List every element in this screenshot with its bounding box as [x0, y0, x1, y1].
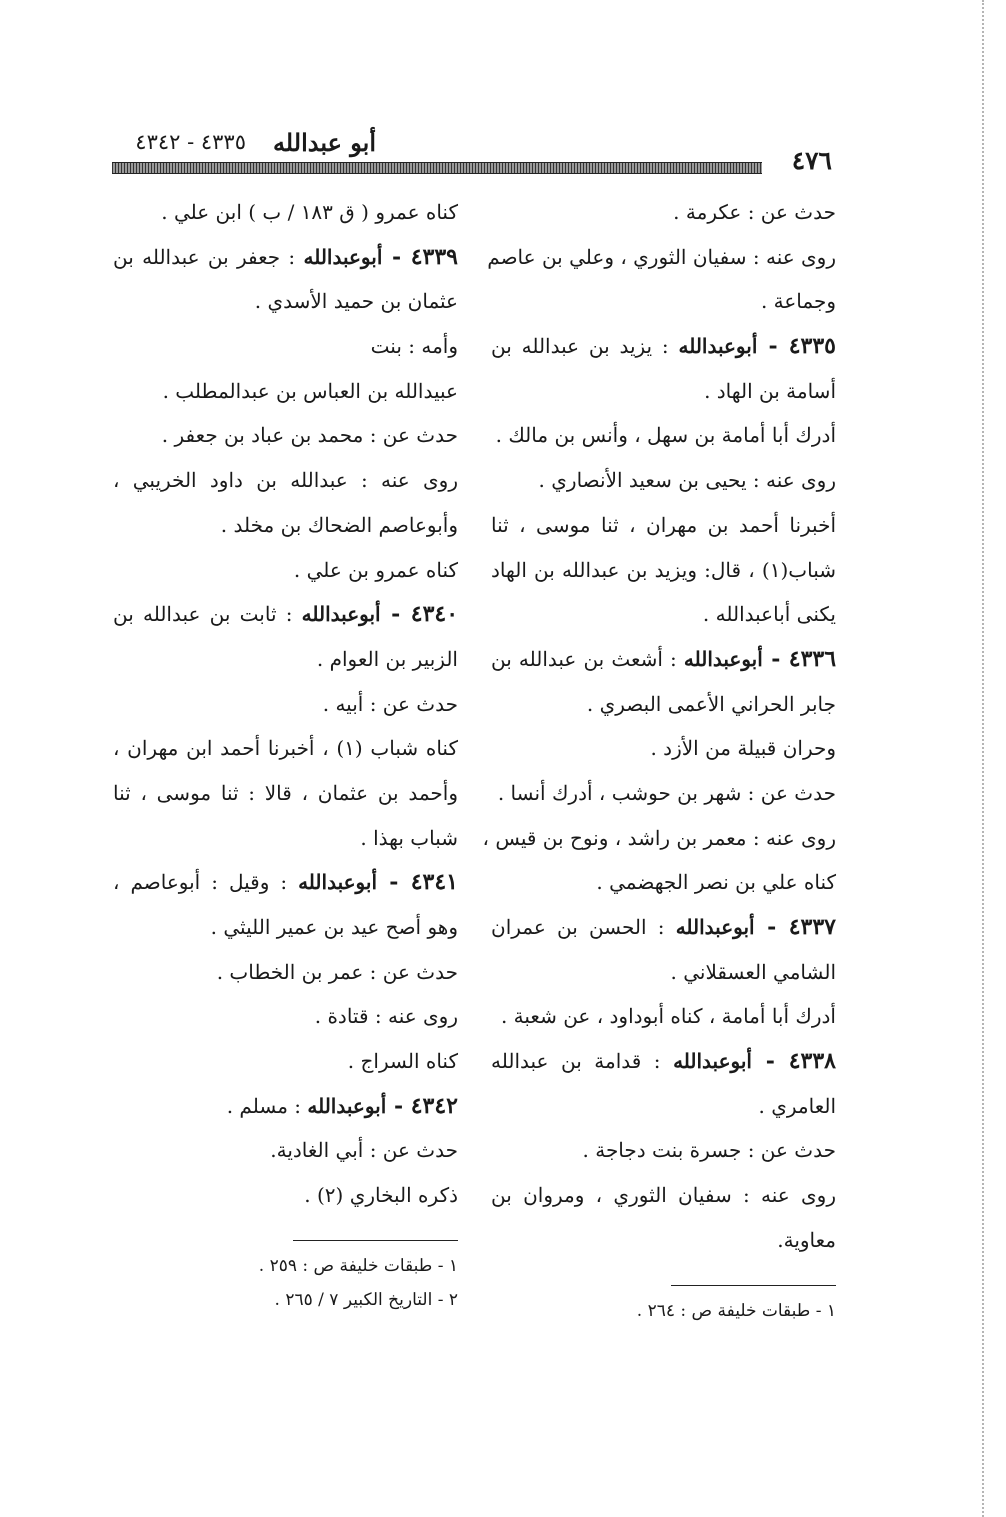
line-text: معاوية. [777, 1227, 836, 1252]
line-text: حدث عن : عمر بن الخطاب . [216, 959, 458, 984]
text-line [491, 1084, 836, 1129]
footnote: ٢ - التاريخ الكبير ٧ / ٢٦٥ . [274, 1289, 458, 1310]
line-text: الزبير بن العوام . [316, 646, 458, 671]
text-line [491, 682, 836, 727]
text-line [491, 458, 836, 503]
line-text: أدرك أبا أمامة ، كناه أبوداود ، عن شعبة . [500, 1004, 836, 1029]
text-line [113, 905, 458, 950]
text-line [482, 816, 836, 861]
entry-kunya: أبوعبدالله [683, 646, 763, 671]
text-line [113, 503, 458, 548]
text-line [491, 950, 836, 995]
line-text: : الحسن بن عمران [491, 915, 676, 939]
text-line [491, 592, 836, 637]
line-text: كناه السراج . [347, 1049, 458, 1074]
entry-heading-line [113, 235, 458, 280]
text-line [113, 1173, 458, 1218]
entry-number: ٤٣٤١ [410, 869, 458, 896]
page-header [112, 128, 836, 178]
line-text: روى عنه : عبدالله بن داود الخريبي ، [113, 468, 458, 493]
line-text: : وقيل : أبوعاصم ، [113, 870, 299, 895]
page-number: ٤٧٦ [788, 146, 836, 175]
line-text: روى عنه : معمر بن راشد ، ونوح بن قيس ، [482, 825, 836, 850]
footnote-separator [671, 1285, 836, 1286]
text-line [113, 682, 458, 727]
line-text: : ثابت بن عبدالله بن [113, 602, 302, 627]
line-text: أسامة بن الهاد . [704, 378, 836, 403]
line-text: : جعفر بن عبدالله بن [113, 244, 304, 269]
right-column [482, 190, 837, 1328]
footnote: ١ - طبقات خليفة ص : ٢٦٤ . [636, 1300, 836, 1321]
line-text: أخبرنا أحمد بن مهران ، ثنا موسى ، ثنا [491, 512, 836, 537]
entry-kunya: أبوعبدالله [298, 870, 377, 895]
text-line [491, 994, 836, 1039]
line-text: روى عنه : يحيى بن سعيد الأنصاري . [538, 468, 836, 493]
entry-heading-line [113, 860, 458, 905]
text-line [491, 190, 836, 235]
entry-kunya: أبوعبدالله [675, 915, 755, 939]
entry-dash: - [757, 333, 789, 360]
text-line [491, 548, 836, 593]
entry-heading-line [113, 592, 458, 637]
entry-dash: - [382, 243, 411, 270]
entry-kunya: أبوعبدالله [303, 244, 383, 269]
text-line [113, 771, 458, 816]
text-line [491, 279, 836, 324]
line-text: روى عنه : سفيان الثوري ، وعلي بن عاصم [487, 244, 836, 269]
text-line [491, 1218, 836, 1263]
header-rule [112, 162, 762, 174]
entry-number: ٤٣٤٠ [410, 601, 459, 628]
line-text: كناه علي بن نصر الجهضمي . [596, 870, 836, 895]
footnote-separator [293, 1240, 458, 1241]
text-line [491, 860, 836, 905]
text-line [113, 816, 458, 861]
entry-dash: - [762, 645, 789, 672]
text-line [113, 190, 458, 235]
line-text: يكنى أباعبدالله . [702, 602, 836, 627]
text-line [113, 1039, 458, 1084]
entry-number: ٤٣٣٨ [788, 1048, 836, 1075]
line-text: عثمان بن حميد الأسدي . [254, 289, 458, 314]
line-text: حدث عن : أبي الغادية. [270, 1138, 458, 1163]
text-line [491, 369, 836, 414]
line-text: كناه عمرو بن علي . [293, 557, 458, 582]
line-text: عبيدالله بن العباس بن عبدالمطلب . [162, 378, 458, 403]
footnote: ١ - طبقات خليفة ص : ٢٥٩ . [258, 1255, 458, 1276]
text-line [491, 1128, 836, 1173]
line-text: شباب بهذا . [360, 825, 458, 850]
line-text: حدث عن : أبيه . [322, 691, 458, 716]
entry-number: ٤٣٣٧ [788, 914, 836, 940]
text-line [491, 503, 836, 548]
line-text: العامري . [758, 1093, 836, 1118]
entry-heading-line [491, 324, 836, 369]
line-text: كناه شباب (١) ، أخبرنا أحمد ابن مهران ، [113, 736, 458, 761]
line-text: : مسلم . [226, 1093, 308, 1118]
text-line [113, 324, 458, 369]
line-text: الشامي العسقلاني . [670, 959, 836, 984]
text-line [487, 235, 836, 280]
entry-kunya: أبوعبدالله [673, 1049, 752, 1074]
entry-heading-line [491, 637, 836, 682]
line-text: : قدامة بن عبدالله [491, 1049, 674, 1074]
line-text: وجماعة . [760, 289, 836, 314]
text-line [113, 726, 458, 771]
line-text: روى عنه : سفيان الثوري ، ومروان بن [491, 1183, 836, 1208]
text-line [113, 413, 458, 458]
text-line [491, 1173, 836, 1218]
text-line [113, 548, 458, 593]
line-text: روى عنه : قتادة . [314, 1004, 458, 1029]
line-text: أدرك أبا أمامة بن سهل ، وأنس بن مالك . [495, 423, 836, 448]
text-line [113, 950, 458, 995]
line-text: وأمه : بنت [370, 334, 458, 359]
scan-edge [980, 0, 984, 1517]
entry-kunya: أبوعبدالله [307, 1093, 387, 1118]
text-line [113, 1128, 458, 1173]
line-text: وحران قبيلة من الأزد . [650, 736, 836, 761]
running-title: أبو عبدالله [272, 128, 376, 157]
entry-number: ٤٣٣٩ [410, 243, 458, 270]
line-text: حدث عن : عكرمة . [673, 200, 836, 224]
line-text: : يزيد بن عبدالله بن [491, 334, 679, 359]
left-column [113, 190, 458, 1317]
line-text: كناه عمرو ( ق ١٨٣ / ب ) ابن علي . [161, 200, 458, 224]
entry-kunya: أبوعبدالله [678, 334, 758, 359]
text-line [491, 771, 836, 816]
text-line [113, 369, 458, 414]
text-line [491, 413, 836, 458]
line-text: حدث عن : محمد بن عباد بن جعفر . [161, 423, 458, 448]
entry-dash: - [386, 1092, 411, 1119]
entry-heading-line [491, 1039, 836, 1084]
line-text: جابر الحراني الأعمى البصري . [586, 691, 836, 716]
line-text: ذكره البخاري (٢) . [304, 1183, 458, 1208]
line-text: حدث عن : جسرة بنت دجاجة . [582, 1138, 836, 1163]
entry-number: ٤٣٤٢ [410, 1092, 458, 1119]
text-line [113, 637, 458, 682]
line-text: وهو أصح عيد بن عمير الليثي . [210, 915, 458, 939]
entry-dash: - [751, 1048, 789, 1075]
line-text: وأبوعاصم الضحاك بن مخلد . [220, 512, 458, 537]
text-line [113, 994, 458, 1039]
entry-dash: - [754, 914, 789, 940]
entry-heading-line [113, 1084, 458, 1129]
line-text: شباب(١) ، قال: ويزيد بن عبدالله بن الهاد [491, 557, 836, 582]
entry-kunya: أبوعبدالله [301, 602, 381, 627]
entry-number: ٤٣٣٦ [788, 645, 837, 672]
text-line [491, 726, 836, 771]
line-text: : أشعث بن عبدالله بن [491, 646, 684, 671]
entry-number: ٤٣٣٥ [788, 333, 836, 360]
text-line [113, 279, 458, 324]
entry-heading-line [491, 905, 836, 950]
line-text: وأحمد بن عثمان ، قالا : ثنا موسى ، ثنا [113, 780, 458, 805]
entry-range: ٤٣٣٥ - ٤٣٤٢ [135, 130, 246, 154]
line-text: حدث عن : شهر بن حوشب ، أدرك أنسا . [497, 780, 836, 805]
text-line [113, 458, 458, 503]
entry-dash: - [380, 601, 411, 628]
entry-dash: - [377, 869, 411, 896]
